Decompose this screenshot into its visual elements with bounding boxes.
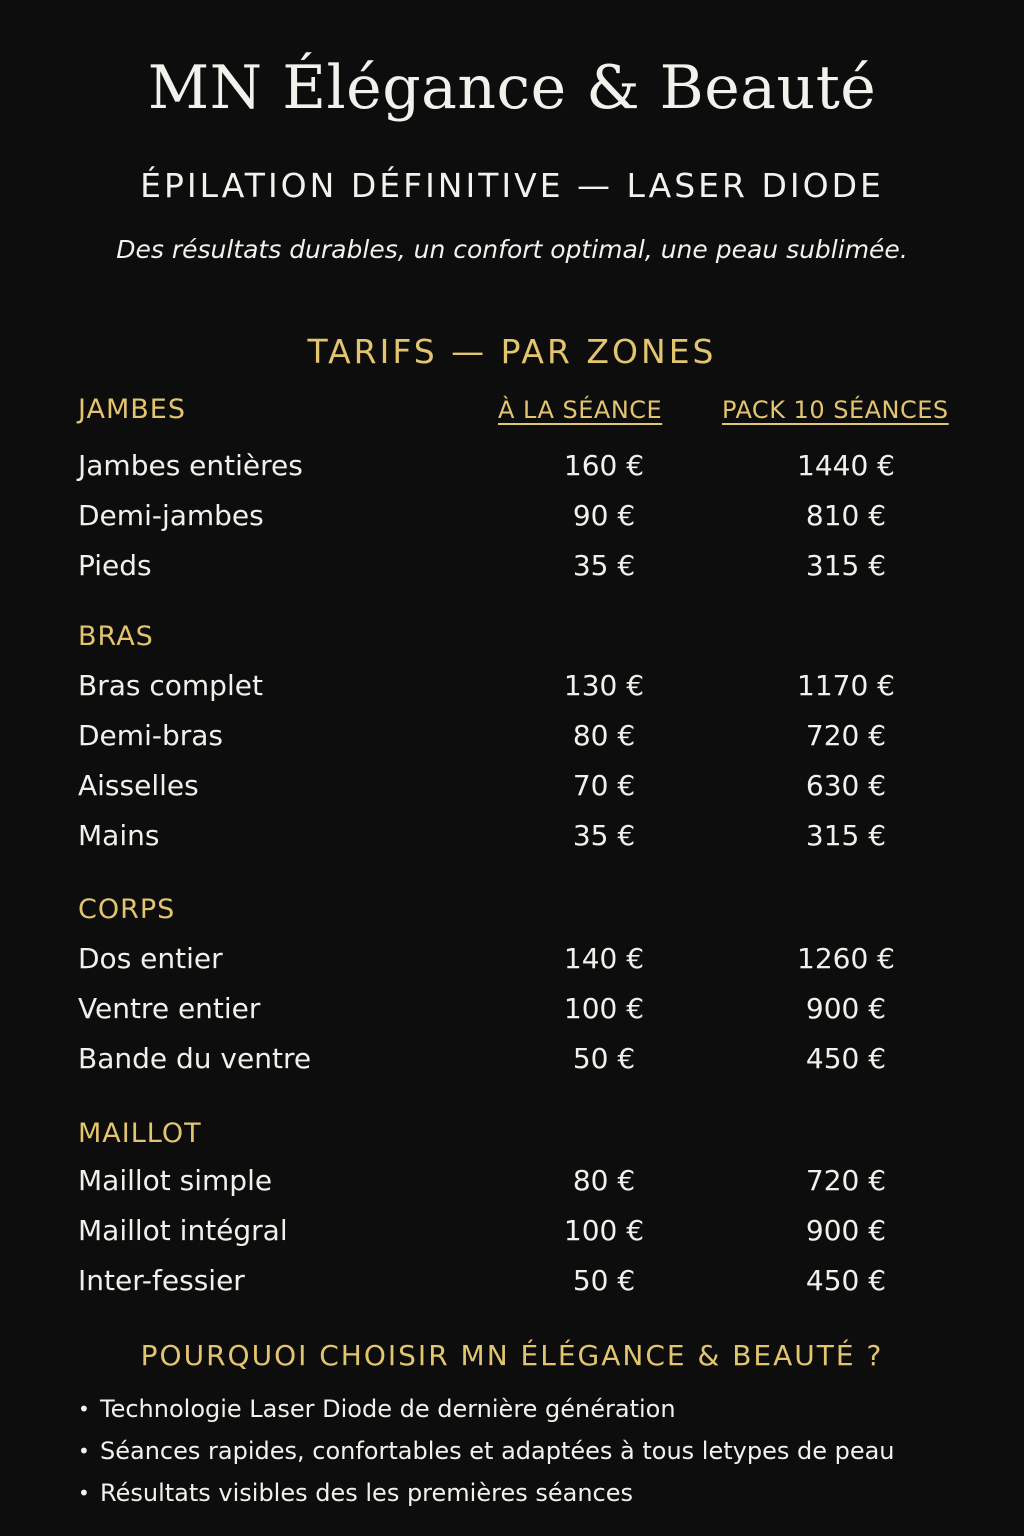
price-seance: 90 € [572, 499, 636, 532]
tagline: Des résultats durables, un confort optimal, une peau sublimée. [116, 235, 908, 264]
price-pack: 720 € [805, 1164, 887, 1197]
price-seance: 35 € [572, 819, 636, 852]
zone-name: Dos entier [78, 942, 223, 975]
list-item: • Technologie Laser Diode de dernière génération [78, 1388, 1018, 1430]
zone-name: Demi-bras [78, 719, 223, 752]
price-pack: 810 € [805, 499, 887, 532]
zone-name: Inter-fessier [78, 1264, 245, 1297]
price-row [0, 446, 1024, 486]
zone-name: Ventre entier [78, 992, 261, 1025]
price-seance: 140 € [563, 942, 645, 975]
zone-name: Aisselles [78, 769, 199, 802]
price-row [0, 1039, 1024, 1079]
price-pack: 315 € [805, 819, 887, 852]
price-seance: 100 € [563, 1214, 645, 1247]
list-item: • Séances rapides, confortables et adaptées à tous letypes de peau [78, 1430, 1018, 1472]
price-seance: 80 € [572, 1164, 636, 1197]
price-pack: 1440 € [797, 449, 895, 482]
category-jambes: JAMBES [78, 394, 186, 425]
price-pack: 900 € [805, 1214, 887, 1247]
price-row [0, 496, 1024, 536]
price-row [0, 939, 1024, 979]
zone-name: Maillot simple [78, 1164, 273, 1197]
category-corps: CORPS [78, 894, 176, 925]
price-seance: 100 € [563, 992, 645, 1025]
zone-name: Mains [78, 819, 160, 852]
price-seance: 35 € [572, 549, 636, 582]
zone-name: Bras complet [78, 669, 263, 702]
price-row [0, 1211, 1024, 1251]
brand-title: MN Élégance & Beauté [147, 53, 877, 123]
why-title: POURQUOI CHOISIR MN ÉLÉGANCE & BEAUTÉ ? [140, 1339, 884, 1372]
price-pack: 1260 € [797, 942, 895, 975]
column-header-pack: PACK 10 SÉANCES [722, 396, 949, 424]
zone-name: Jambes entières [78, 449, 303, 482]
price-row [0, 666, 1024, 706]
price-seance: 80 € [572, 719, 636, 752]
price-pack: 450 € [805, 1264, 887, 1297]
price-row [0, 1161, 1024, 1201]
price-seance: 160 € [563, 449, 645, 482]
price-pack: 630 € [805, 769, 887, 802]
zone-name: Demi-jambes [78, 499, 264, 532]
zone-name: Pieds [78, 549, 152, 582]
price-pack: 315 € [805, 549, 887, 582]
price-row [0, 1261, 1024, 1301]
price-seance: 50 € [572, 1264, 636, 1297]
price-pack: 1170 € [797, 669, 895, 702]
price-row [0, 816, 1024, 856]
zone-name: Bande du ventre [78, 1042, 312, 1075]
price-pack: 450 € [805, 1042, 887, 1075]
service-title: ÉPILATION DÉFINITIVE — LASER DIODE [140, 166, 884, 205]
price-row [0, 546, 1024, 586]
zone-name: Maillot intégral [78, 1214, 288, 1247]
price-pack: 720 € [805, 719, 887, 752]
pricing-title: TARIFS — PAR ZONES [307, 332, 717, 371]
category-maillot: MAILLOT [78, 1118, 202, 1149]
price-row [0, 766, 1024, 806]
category-bras: BRAS [78, 621, 154, 652]
benefits-list [78, 1388, 1018, 1514]
price-seance: 130 € [563, 669, 645, 702]
column-header-seance: À LA SÉANCE [498, 396, 663, 424]
price-seance: 70 € [572, 769, 636, 802]
price-pack: 900 € [805, 992, 887, 1025]
price-row [0, 716, 1024, 756]
price-row [0, 989, 1024, 1029]
list-item: • Résultats visibles des les premières séances [78, 1472, 1018, 1514]
price-seance: 50 € [572, 1042, 636, 1075]
